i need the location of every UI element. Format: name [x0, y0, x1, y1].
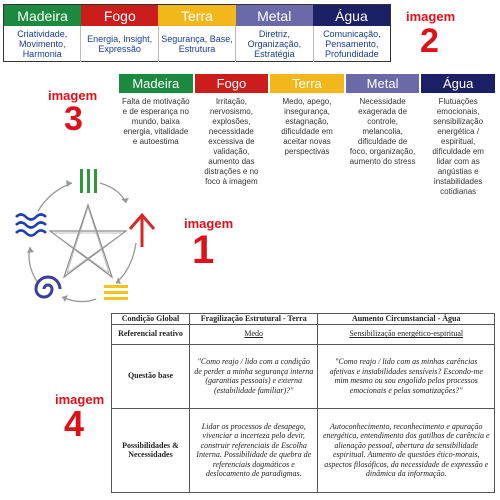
header-fogo: Fogo [81, 5, 158, 26]
header-metal: Metal [345, 73, 421, 94]
symptom-agua: Flutuações emocionais, sensibilização energética / espiritual, dificuldade em lidar com as angústias e instabilidades cotidianas [432, 97, 484, 196]
header-metal: Metal [236, 5, 313, 26]
header-agua: Água [313, 5, 390, 26]
water-waves-icon [16, 215, 46, 236]
header-terra: Terra [158, 5, 235, 26]
elements-header-row [4, 5, 390, 26]
header-terra: Fragilização Estrutural - Terra [190, 314, 318, 325]
header-condicao-global: Condição Global [112, 314, 190, 325]
condition-analysis-table [111, 313, 495, 493]
cell-questao-agua: "Como reajo / lido com as minhas carências afetivas e instabilidades sensíveis? Escondo-me mim mesmo ou sou engolido pelos processos emocionais e pelas somatizações?" [318, 344, 495, 408]
cell-possibilidades-agua: Autoconhecimento, reconhecimento e apuração energética, entendimento dos gatilhos de carência e alienação pessoal, abertura da sensibilidade espiritual. Aumento de questões ético-morais, aspectos filosóficos, da necessidade de expressão e dinâmica da informação. [318, 408, 495, 492]
control-cycle-pentagram [50, 205, 126, 277]
wood-lines-icon [80, 169, 97, 193]
cell-referencial-agua: Sensibilização energético-espiritual [318, 324, 495, 344]
symptom-terra: Medo, apego, insegurança, estagnação, dificuldade em aceitar novas perspectivas [281, 97, 333, 156]
image3-label-number: 3 [64, 100, 83, 138]
header-agua: Aumento Circunstancial - Água [318, 314, 495, 325]
header-madeira: Madeira [118, 73, 194, 94]
header-terra: Terra [269, 73, 345, 94]
table-row [112, 324, 495, 344]
symptom-madeira: Falta de motivação e de esperança no mundo, baixa energia, vitalidade e autoestima [122, 97, 190, 146]
earth-lines-icon [104, 285, 128, 300]
symptom-fogo: Irritação, nervosismo, explosões, necessidade excessiva de validação, aumento das distrações e no foco à imagem [204, 97, 259, 186]
five-elements-cycle-diagram [8, 165, 168, 313]
table-header-row [112, 314, 495, 325]
cell-referencial-terra: Medo [190, 324, 318, 344]
header-madeira: Madeira [4, 5, 81, 26]
metal-spiral-icon [36, 277, 60, 297]
cell-agua: Comunicação, Pensamento, Profundidade [323, 29, 381, 59]
symptoms-row [118, 94, 496, 197]
cell-metal: Diretriz, Organização, Estratégia [236, 26, 313, 62]
symptoms-header-row [118, 73, 496, 94]
image2-label-number: 2 [420, 22, 439, 60]
cell-madeira: Criatividade, Movimento, Harmonia [4, 26, 81, 62]
elements-qualities-row [4, 26, 390, 62]
symptom-metal: Necessidade exagerada de controle, melancolia, dificuldade de foco, organização, aumento do stress [349, 97, 416, 166]
header-agua: Água [420, 73, 496, 94]
cell-possibilidades-terra: Lidar os processos de desapego, vivenciar a incerteza pelo devir, construir referenciais de Escolha Interna. Possibilidade de quebra de referenciais dogmáticos e deslocamento de paradigmas. [190, 408, 318, 492]
cycle-arrowheads [27, 180, 129, 302]
image1-label-word: imagem [184, 216, 234, 231]
row-label-possibilidades: Possibilidades & Necessidades [112, 408, 190, 492]
cell-questao-terra: "Como reajo / lido com a condição de perder a minha segurança interna (garantias pessoais) e externa (estabilidade familiar)?" [190, 344, 318, 408]
fire-arrow-icon [130, 215, 154, 247]
cell-fogo: Energia, Insight, Expressão [81, 26, 158, 62]
image3-label-word: imagem [48, 88, 98, 103]
image2-label-word: imagem [406, 9, 456, 24]
header-fogo: Fogo [194, 73, 270, 94]
elements-qualities-table [3, 4, 391, 62]
table-row [112, 344, 495, 408]
elements-symptoms-table [118, 73, 496, 197]
image1-label-number: 1 [192, 228, 215, 272]
cell-terra: Segurança, Base, Estrutura [159, 26, 236, 62]
image4-label-word: imagem [55, 392, 105, 407]
table-row [112, 408, 495, 492]
image4-label-number: 4 [64, 403, 85, 444]
row-label-questao: Questão base [112, 344, 190, 408]
row-label-referencial: Referencial reativo [112, 324, 190, 344]
